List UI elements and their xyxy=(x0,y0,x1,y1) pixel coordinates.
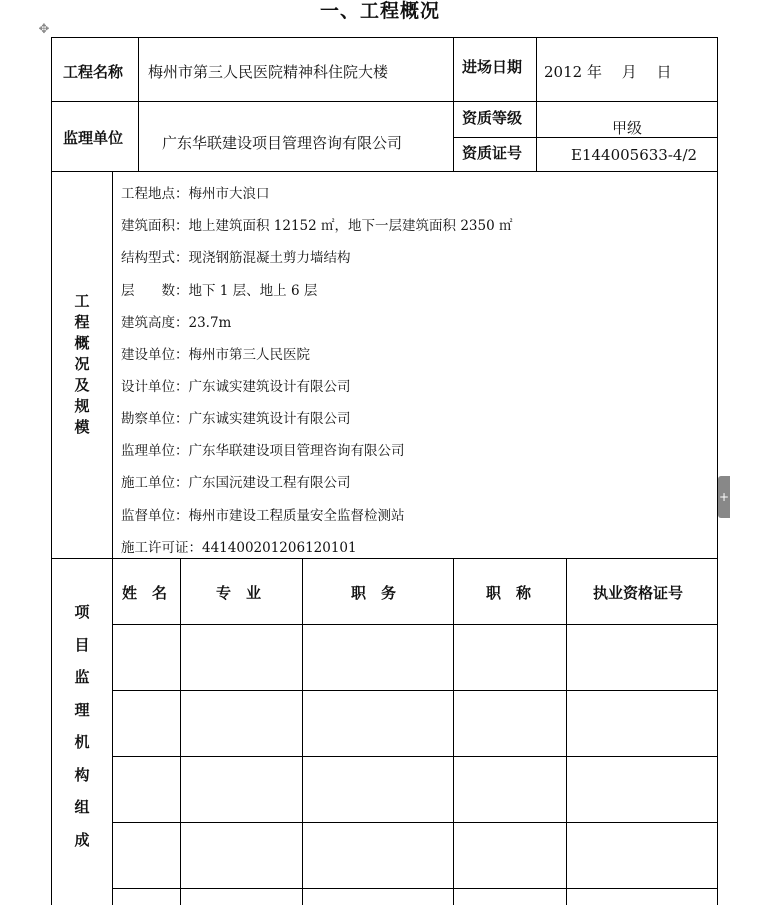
table-border xyxy=(51,37,718,38)
table-border xyxy=(536,37,537,171)
table-border xyxy=(453,137,718,138)
overview-line: 监督单位：梅州市建设工程质量安全监督检测站 xyxy=(121,508,405,524)
column-header-specialty: 专 业 xyxy=(216,584,262,602)
overview-line: 监理单位：广东华联建设项目管理咨询有限公司 xyxy=(121,443,405,459)
table-border xyxy=(180,558,181,905)
overview-line: 施工单位：广东国沅建设工程有限公司 xyxy=(121,475,351,491)
entry-date-value: 2012 年 月 日 xyxy=(544,63,672,81)
project-name-value: 梅州市第三人民医院精神科住院大楼 xyxy=(148,63,389,81)
table-border xyxy=(453,37,454,171)
qualification-cert-value: E144005633-4/2 xyxy=(571,146,698,164)
table-border xyxy=(453,558,454,905)
table-border xyxy=(717,37,718,905)
overview-line: 施工许可证：441400201206120101 xyxy=(121,540,357,556)
table-border xyxy=(566,558,567,905)
supervisor-value: 广东华联建设项目管理咨询有限公司 xyxy=(162,134,403,152)
entry-date-label: 进场日期 xyxy=(462,58,523,76)
column-header-name: 姓 名 xyxy=(122,584,168,602)
supervisor-label: 监理单位 xyxy=(63,129,124,147)
qualification-cert-label: 资质证号 xyxy=(462,144,523,162)
table-border xyxy=(302,558,303,905)
table-border xyxy=(112,624,718,625)
qualification-level-label: 资质等级 xyxy=(462,109,523,127)
overview-line: 工程地点：梅州市大浪口 xyxy=(121,186,270,202)
table-border xyxy=(51,101,718,102)
table-border xyxy=(112,171,113,905)
project-name-label: 工程名称 xyxy=(63,63,124,81)
overview-line: 结构型式：现浇钢筋混凝土剪力墙结构 xyxy=(121,250,351,266)
plus-icon[interactable]: + xyxy=(718,476,730,518)
table-border xyxy=(112,690,718,691)
table-border xyxy=(112,756,718,757)
table-border xyxy=(112,822,718,823)
table-border xyxy=(138,37,139,171)
table-border xyxy=(51,37,52,905)
overview-line: 建筑面积：地上建筑面积 12152 ㎡，地下一层建筑面积 2350 ㎡ xyxy=(121,218,513,234)
column-header-license: 执业资格证号 xyxy=(593,584,684,602)
column-header-position: 职 务 xyxy=(351,584,397,602)
qualification-level-value: 甲级 xyxy=(612,119,643,137)
overview-section-label: 工 程 概 况 及 规 模 xyxy=(74,292,90,436)
table-border xyxy=(51,558,718,559)
overview-line: 建筑高度：23.7m xyxy=(121,315,232,331)
table-border xyxy=(112,888,718,889)
page-title: 一、工程概况 xyxy=(319,0,440,22)
column-header-title: 职 称 xyxy=(486,584,532,602)
table-border xyxy=(51,171,718,172)
move-handle-icon[interactable]: ✥ xyxy=(38,22,50,37)
organization-section-label: 项 目 监 理 机 构 组 成 xyxy=(74,603,90,849)
overview-line: 设计单位：广东诚实建筑设计有限公司 xyxy=(121,379,351,395)
overview-line: 建设单位：梅州市第三人民医院 xyxy=(121,347,310,363)
overview-line: 勘察单位：广东诚实建筑设计有限公司 xyxy=(121,411,351,427)
overview-line: 层 数：地下 1 层、地上 6 层 xyxy=(121,283,318,299)
